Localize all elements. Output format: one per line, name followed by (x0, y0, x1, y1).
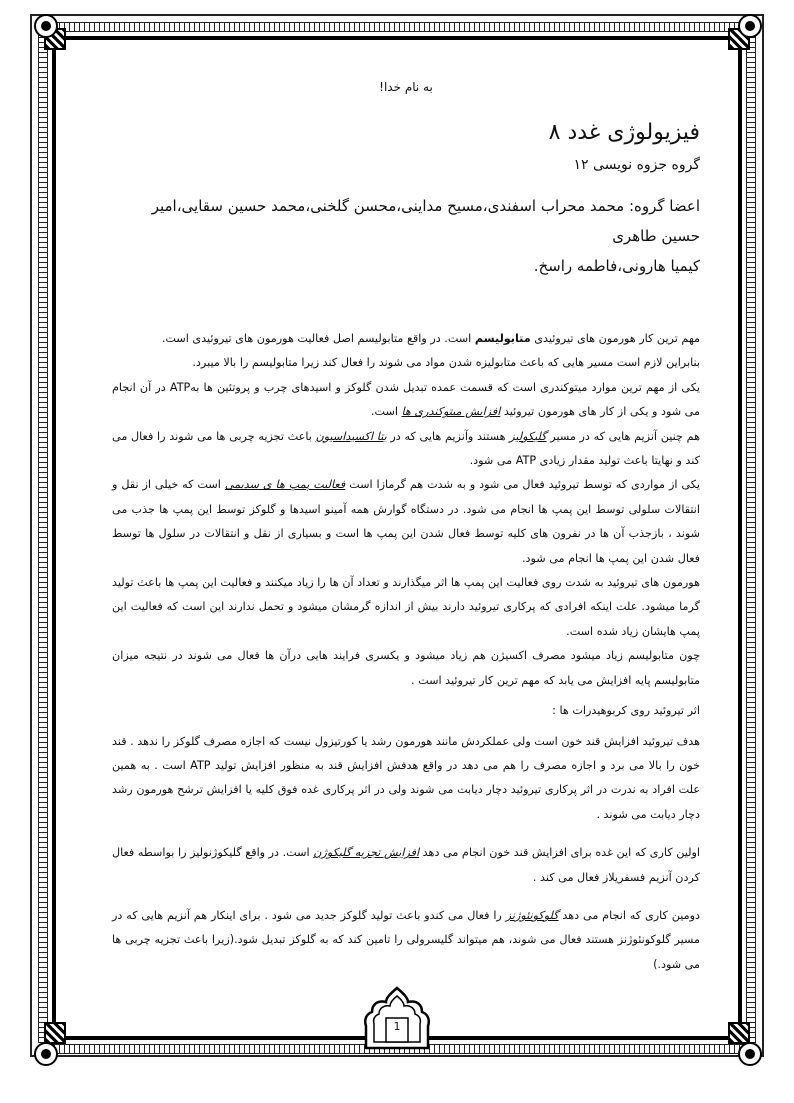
paragraph: چون متابولیسم زیاد میشود مصرف اکسیژن هم زیاد میشود و یکسری فرایند هایی درآن ها فعال می شوند در نتیجه میزان متابولیسم پایه افزایش می یابد که مهم ترین کار تیروئید است . (112, 649, 700, 687)
underlined-term: گلیکولیز (509, 429, 547, 443)
paragraph (112, 904, 700, 977)
corner-ring-icon (34, 1042, 58, 1066)
members-line: کیمیا هارونی،فاطمه راسخ. (533, 257, 700, 275)
text-run: است. در واقع گلیکوژنولیز را بواسطه فعال کردن آنزیم فسفریلاز فعال می کند . (112, 846, 700, 884)
text-run: باعث تجزیه چربی ها می شوند را فعال می کند و نهایتا باعث تولید مقدار زیادی ATP می شود. (112, 429, 700, 468)
basmala: به نام خدا! (379, 80, 433, 94)
text-run: هستند وآنزیم هایی که در (386, 429, 510, 443)
page-number: 1 (393, 1020, 401, 1033)
corner-ornament-bottom-left (44, 1022, 66, 1044)
members-list (112, 191, 700, 281)
paragraph (112, 473, 700, 571)
members-line: اعضا گروه: محمد محراب اسفندی،مسیح مداینی،محسن گلخنی،محمد حسین سقایی،امیر حسین طاهری (151, 197, 700, 245)
paragraph (112, 425, 700, 474)
underlined-term: افزایش میتوکندری ها (401, 405, 501, 419)
page-title: فیزیولوژی غدد ۸ (548, 120, 700, 145)
text-run: دومین کاری که انجام می دهد (558, 908, 700, 922)
corner-ring-icon (738, 1042, 762, 1066)
paragraph: هدف تیروئید افزایش قند خون است ولی عملکردش مانند هورمون رشد یا کورتیزول نیست که اجازه مصرف گلوکز را ندهد . قند خون را بالا می برد و اجازه مصرف را هم می دهد در واقع هدفش افزایش قند به منظور افزایش تولید ATP است . به همین علت افراد به ندرت در اثر پرکاری تیروئید دچار دیابت می شوند ولی در اثر پرکاری غده فوق کلیه یا افزایش ترشح هورمون رشد دچار دیابت می شوند . (112, 734, 701, 821)
underlined-term: گلوکونئوژنز (505, 908, 559, 922)
group-label: گروه جزوه نویسی ۱۲ (573, 157, 700, 173)
text-run: است که خیلی از نقل و انتقالات سلولی توسط این پمپ ها انجام می شود. در دستگاه گوارش همه آمینو اسیدها و گلوکز توسط این پمپ ها جذب می شوند ، بازجذب آن ها در نفرون های کلیه توسط فعال شدن این پمپ ها است و بسیاری از نقل و انتقالات در سلول ها توسط فعال شدن این پمپ ها انجام می شود. (112, 478, 700, 565)
paragraph (112, 841, 700, 890)
corner-ornament-bottom-right (728, 1022, 750, 1044)
underlined-term: افزایش تجزیه گلیکوژن (313, 846, 420, 860)
corner-ring-icon (738, 14, 762, 38)
border-ladder-right (746, 28, 756, 1043)
document-body (112, 80, 700, 977)
text-run: مهم ترین کار هورمون های تیروئیدی (530, 332, 700, 345)
section-heading: اثر تیروئید روی کربوهیدرات ها : (552, 704, 700, 718)
paragraph: هورمون های تیروئید به شدت روی فعالیت این پمپ ها اثر میگذارند و تعداد آن ها را زیاد میکنند و فعالیت این پمپ ها باعث تولید گرما میشود. علت اینکه افرادی که پرکاری تیروئید دارند بیش از اندازه گرمشان میشود و تحمل ندارند این است که فعالیت این پمپ هایشان زیاد شده است. (112, 576, 700, 638)
page-number-emblem-icon (356, 984, 438, 1054)
underlined-term: بتا اکسیداسیون (315, 429, 387, 443)
border-ladder-left (38, 28, 48, 1043)
paragraph (112, 376, 700, 425)
text-run: هم چنین آنزیم هایی که در مسیر (546, 429, 700, 443)
underlined-term: فعالیت پمپ ها ی سدیمی (224, 478, 346, 492)
text-run: است. در واقع متابولیسم اصل فعالیت هورمون های تیروئیدی است. (161, 332, 475, 345)
border-ladder-top (44, 22, 750, 32)
text-run: یکی از مواردی که توسط تیروئید فعال می شود و به شدت هم گرمازا است (345, 478, 701, 492)
text-run: است. (370, 405, 402, 419)
paragraph: بنابراین لازم است مسیر هایی که باعث متابولیزه شدن مواد می شوند را فعال کند زیرا متابولیسم را بالا میبرد. (192, 356, 700, 370)
corner-ring-icon (34, 14, 58, 38)
text-run: اولین کاری که این غده برای افزایش قند خون انجام می دهد (419, 846, 701, 860)
text-run: را فعال می کندو باعث تولید گلوکز جدید می شود . برای اینکار هم آنزیم هایی که در مسیر گلوکونئوژنز هستند فعال می شوند، هم میتواند گلیسرولی را تامین کند که به گلوکز تبدیل شود.(زیرا باعث تجزیه چربی ها می شود.) (112, 908, 700, 971)
bold-term: متابولیسم (474, 332, 531, 345)
paragraph (112, 327, 700, 351)
text-run: یکی از مهم ترین موارد میتوکندری است که قسمت عمده تبدیل شدن گلوکز و اسیدهای چرب و پروتئین ها بهATP در آن انجام می شود و یکی از کار های هورمون تیروئید (112, 380, 701, 419)
